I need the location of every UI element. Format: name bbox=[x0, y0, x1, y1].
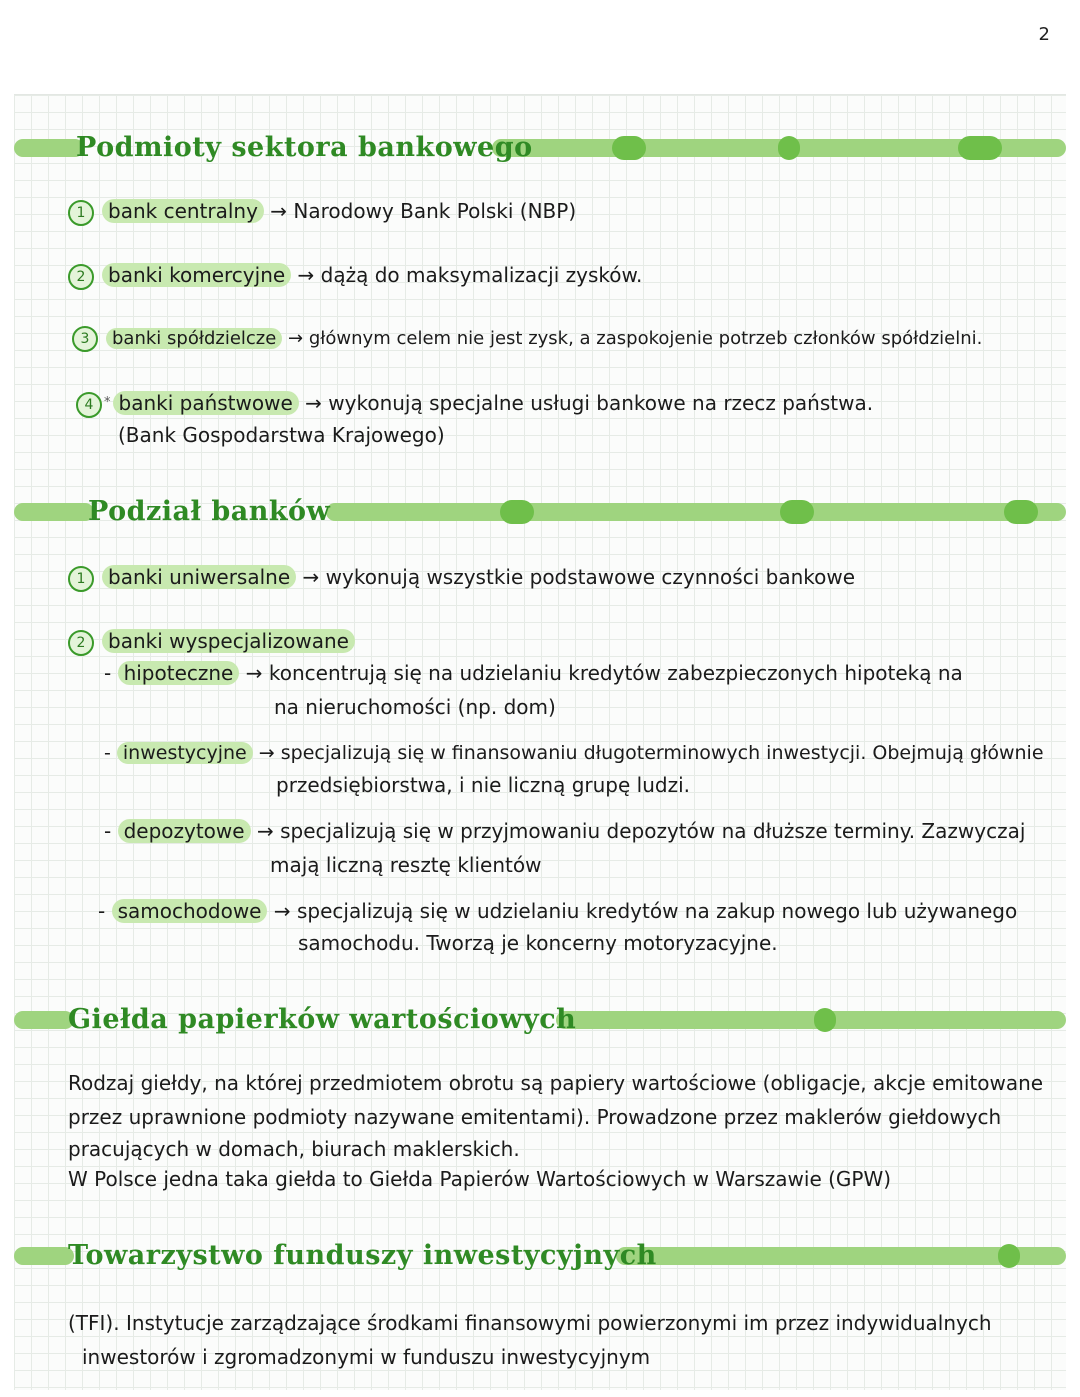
list-item: 1 bank centralny → Narodowy Bank Polski (NBP) bbox=[68, 198, 576, 226]
definition: specjalizują się w udzielaniu kredytów na zakup nowego lub używanego bbox=[296, 899, 1018, 923]
arrow-icon: → bbox=[305, 391, 322, 415]
definition: dążą do maksymalizacji zysków. bbox=[320, 263, 643, 287]
term: banki uniwersalne bbox=[102, 565, 296, 589]
term: inwestycyjne bbox=[117, 742, 253, 764]
definition-continuation: przedsiębiorstwa, i nie liczną grupę ludzi. bbox=[276, 773, 690, 797]
section-header-tfi bbox=[14, 1234, 1066, 1278]
paragraph-line: pracujących w domach, biurach maklerskich. bbox=[68, 1137, 520, 1161]
arrow-icon: → bbox=[245, 661, 263, 685]
section-title: Giełda papierków wartościowych bbox=[68, 1004, 577, 1035]
definition: koncentrują się na udzielaniu kredytów zabezpieczonych hipoteką na bbox=[268, 661, 963, 685]
paragraph-line: Rodzaj giełdy, na której przedmiotem obrotu są papiery wartościowe (obligacje, akcje emitowane bbox=[68, 1071, 1044, 1095]
arrow-icon: → bbox=[270, 199, 288, 223]
section-title: Podział banków bbox=[88, 496, 331, 527]
paragraph-line: (TFI). Instytucje zarządzające środkami finansowymi powierzonymi im przez indywidualnych bbox=[68, 1311, 992, 1335]
arrow-icon: → bbox=[288, 328, 304, 349]
sub-item: - samochodowe → specjalizują się w udzielaniu kredytów na zakup nowego lub używanego bbox=[98, 899, 1018, 923]
section-title: Towarzystwo funduszy inwestycyjnych bbox=[68, 1240, 657, 1271]
sub-item: - depozytowe → specjalizują się w przyjmowaniu depozytów na dłuższe terminy. Zazwyczaj bbox=[104, 819, 1026, 843]
page-number: 2 bbox=[1038, 24, 1050, 45]
list-item: 4 * banki państwowe → wykonują specjalne usługi bankowe na rzecz państwa. bbox=[76, 390, 873, 418]
definition: Narodowy Bank Polski (NBP) bbox=[293, 199, 577, 223]
list-item: 1 banki uniwersalne → wykonują wszystkie podstawowe czynności bankowe bbox=[68, 564, 855, 592]
section-title: Podmioty sektora bankowego bbox=[76, 132, 533, 163]
term: depozytowe bbox=[118, 819, 251, 843]
sub-item: - hipoteczne → koncentrują się na udzielaniu kredytów zabezpieczonych hipoteką na bbox=[104, 661, 963, 685]
term: bank centralny bbox=[102, 199, 264, 223]
arrow-icon: → bbox=[258, 742, 275, 764]
definition: głównym celem nie jest zysk, a zaspokojenie potrzeb członków spółdzielni. bbox=[308, 328, 983, 349]
section-header-podmioty bbox=[14, 126, 1066, 170]
arrow-icon: → bbox=[256, 819, 274, 843]
definition: wykonują wszystkie podstawowe czynności bankowe bbox=[325, 565, 856, 589]
definition-continuation: (Bank Gospodarstwa Krajowego) bbox=[118, 423, 445, 447]
term: banki spółdzielcze bbox=[106, 328, 282, 349]
term: hipoteczne bbox=[118, 661, 240, 685]
arrow-icon: → bbox=[297, 263, 315, 287]
arrow-icon: → bbox=[302, 565, 320, 589]
definition: wykonują specjalne usługi bankowe na rzecz państwa. bbox=[328, 391, 874, 415]
paragraph-line: przez uprawnione podmioty nazywane emitentami). Prowadzone przez maklerów giełdowych bbox=[68, 1105, 1002, 1129]
section-header-gielda bbox=[14, 998, 1066, 1042]
paragraph-line: inwestorów i zgromadzonymi w funduszu inwestycyjnym bbox=[82, 1345, 651, 1369]
definition-continuation: mają liczną resztę klientów bbox=[270, 853, 542, 877]
term: samochodowe bbox=[112, 899, 268, 923]
list-item: 3 banki spółdzielcze → głównym celem nie jest zysk, a zaspokojenie potrzeb członków spółdzielni. bbox=[72, 326, 982, 352]
term: banki wyspecjalizowane bbox=[102, 629, 355, 653]
definition-continuation: na nieruchomości (np. dom) bbox=[274, 695, 556, 719]
term: banki komercyjne bbox=[102, 263, 291, 287]
list-item: 2 banki wyspecjalizowane bbox=[68, 628, 355, 656]
sub-item: - inwestycyjne → specjalizują się w finansowaniu długoterminowych inwestycji. Obejmują głównie bbox=[104, 742, 1044, 764]
list-item: 2 banki komercyjne → dążą do maksymalizacji zysków. bbox=[68, 262, 642, 290]
definition: specjalizują się w finansowaniu długoterminowych inwestycji. Obejmują głównie bbox=[280, 742, 1044, 764]
definition-continuation: samochodu. Tworzą je koncerny motoryzacyjne. bbox=[298, 931, 778, 955]
term: banki państwowe bbox=[113, 391, 299, 415]
arrow-icon: → bbox=[273, 899, 291, 923]
star-icon: * bbox=[104, 395, 111, 410]
section-header-podzial bbox=[14, 490, 1066, 534]
paragraph-line: W Polsce jedna taka giełda to Giełda Papierów Wartościowych w Warszawie (GPW) bbox=[68, 1167, 892, 1191]
definition: specjalizują się w przyjmowaniu depozytów na dłuższe terminy. Zazwyczaj bbox=[280, 819, 1026, 843]
